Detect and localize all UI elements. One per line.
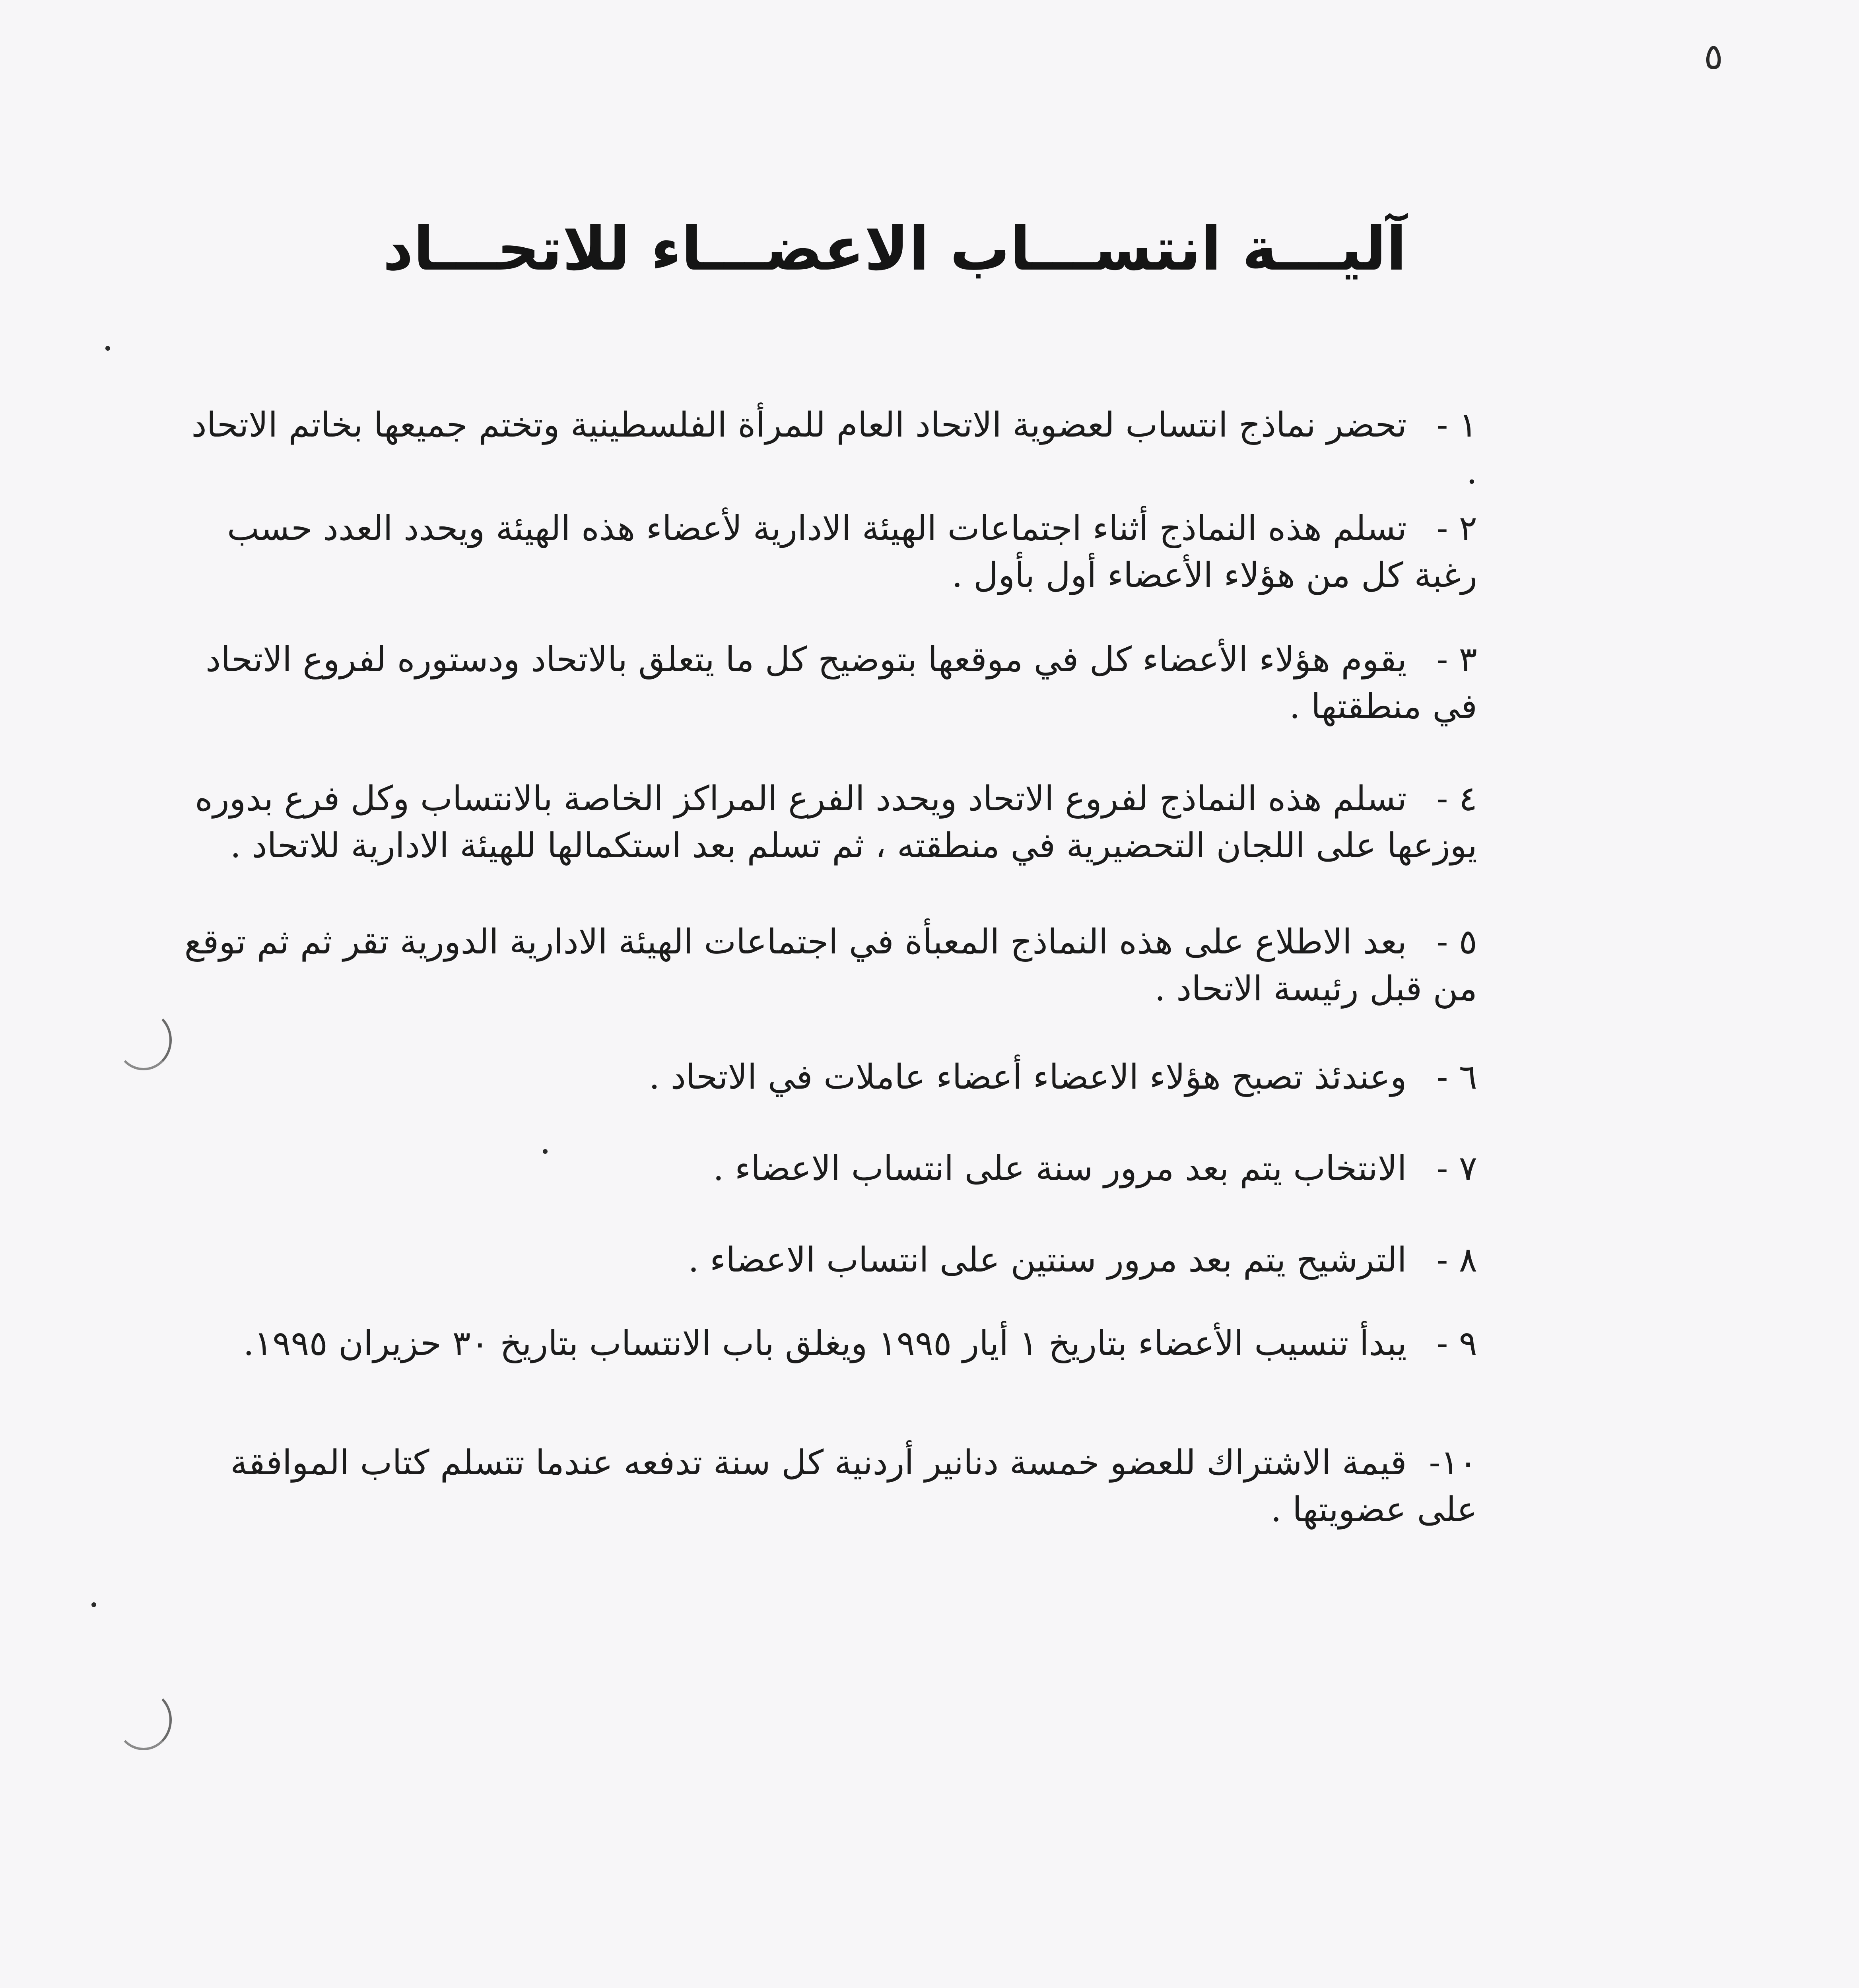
list-item <box>173 1054 1477 1101</box>
item-number: ٥ - <box>1436 922 1477 962</box>
item-text: قيمة الاشتراك للعضو خمسة دنانير أردنية كل سنة تدفعه عندما تتسلم كتاب الموافقة على عضويتها . <box>230 1443 1477 1530</box>
scan-speck <box>91 1602 96 1607</box>
item-text: تحضر نماذج انتساب لعضوية الاتحاد العام للمرأة الفلسطينية وتختم جميعها بخاتم الاتحاد . <box>191 405 1477 492</box>
list-item <box>173 1439 1477 1533</box>
document-title: آليـــة انتســـاب الاعضـــاء للاتحـــاد <box>383 215 1407 284</box>
punch-hole <box>115 1690 172 1750</box>
item-number: ٤ - <box>1436 779 1477 819</box>
item-text: الترشيح يتم بعد مرور سنتين على انتساب الاعضاء . <box>688 1240 1407 1280</box>
punch-hole <box>115 1010 172 1070</box>
scan-speck <box>105 346 110 351</box>
item-number: ٨ - <box>1436 1240 1477 1280</box>
item-number: ٣ - <box>1436 640 1477 679</box>
item-number: ١ - <box>1436 405 1477 445</box>
item-text: بعد الاطلاع على هذه النماذج المعبأة في اجتماعات الهيئة الادارية الدورية تقر ثم ثم توقع من قبل رئيسة الاتحاد . <box>184 922 1477 1009</box>
list-item <box>173 918 1477 1012</box>
item-number: ٢ - <box>1436 509 1477 548</box>
list-item <box>173 1145 1477 1192</box>
item-text: يقوم هؤلاء الأعضاء كل في موقعها بتوضيح كل ما يتعلق بالاتحاد ودستوره لفروع الاتحاد في منطقتها . <box>206 640 1477 726</box>
list-item <box>173 1320 1477 1367</box>
list-item <box>173 402 1477 495</box>
list-item <box>173 775 1477 869</box>
item-text: تسلم هذه النماذج أثناء اجتماعات الهيئة الادارية لأعضاء هذه الهيئة ويحدد العدد حسب رغبة كل من هؤلاء الأعضاء أول بأول . <box>227 509 1477 595</box>
item-number: ٩ - <box>1436 1324 1477 1363</box>
item-number: ٧ - <box>1436 1149 1477 1188</box>
list-item <box>173 505 1477 599</box>
item-text: تسلم هذه النماذج لفروع الاتحاد ويحدد الفرع المراكز الخاصة بالانتساب وكل فرع بدوره يوزعها على اللجان التحضيرية في منطقته ، ثم تسلم بعد استكمالها للهيئة الادارية للاتحاد . <box>195 779 1477 866</box>
list-item <box>173 636 1477 730</box>
page-number: ٥ <box>1704 36 1723 78</box>
item-text: يبدأ تنسيب الأعضاء بتاريخ ١ أيار ١٩٩٥ ويغلق باب الانتساب بتاريخ ٣٠ حزيران ١٩٩٥. <box>243 1324 1407 1363</box>
list-item <box>173 1237 1477 1283</box>
item-number: ١٠- <box>1429 1443 1477 1483</box>
scan-speck <box>543 1149 548 1154</box>
item-number: ٦ - <box>1436 1057 1477 1097</box>
item-text: وعندئذ تصبح هؤلاء الاعضاء أعضاء عاملات في الاتحاد . <box>649 1057 1407 1097</box>
item-text: الانتخاب يتم بعد مرور سنة على انتساب الاعضاء . <box>713 1149 1407 1188</box>
